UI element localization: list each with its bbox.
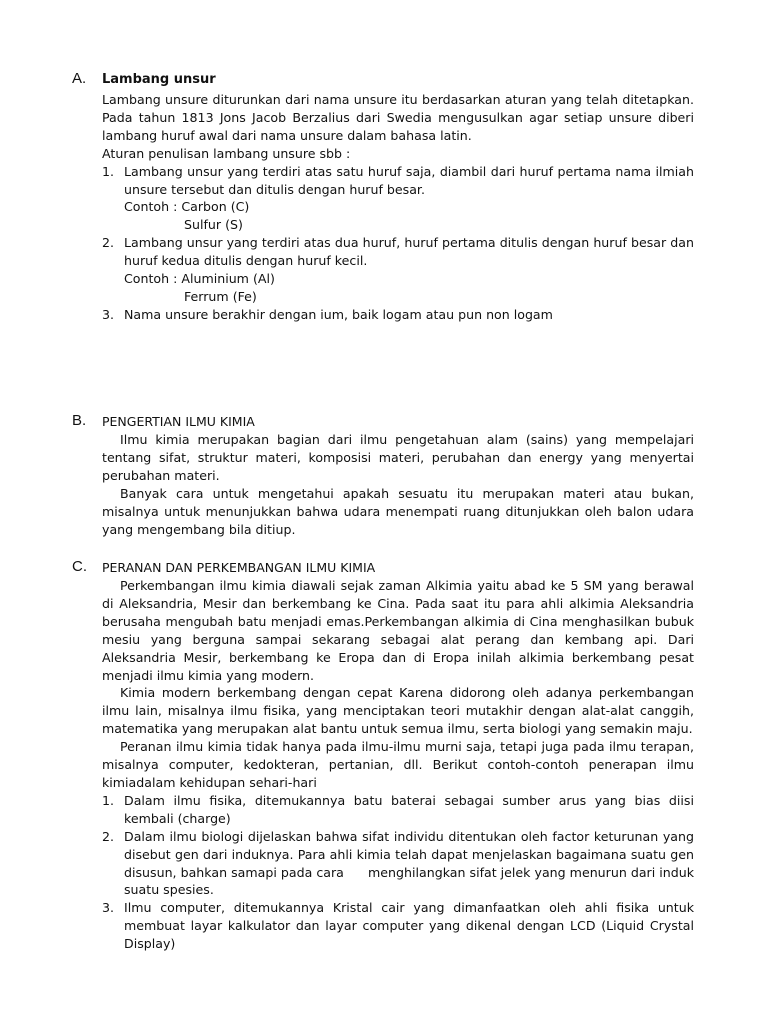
section-b-paragraph-2: Banyak cara untuk mengetahui apakah sesuatu itu merupakan materi atau bukan, misalnya untuk menunjukkan bahwa udara menempati ruang ditunjukkan oleh balon udara yang mengembang bila ditiup. [102,485,694,537]
list-item-number: 2. [102,828,115,844]
example-value: Sulfur (S) [184,217,243,233]
list-item-text: Nama unsure berakhir dengan ium, baik logam atau pun non logam [124,306,553,322]
section-b-title: PENGERTIAN ILMU KIMIA [102,414,255,429]
example-label: Contoh : Carbon (C) [124,199,250,215]
section-c-title: PERANAN DAN PERKEMBANGAN ILMU KIMIA [102,560,376,575]
section-b-paragraph-1: Ilmu kimia merupakan bagian dari ilmu pengetahuan alam (sains) yang mempelajari tentang sifat, struktur materi, komposisi materi, perubahan dan energy yang menyertai perubahan materi. [102,432,694,483]
section-a-rules-list [102,163,694,324]
section-c-paragraph-1: Perkembangan ilmu kimia diawali sejak zaman Alkimia yaitu abad ke 5 SM yang berawal di Aleksandria, Mesir dan berkembang ke Cina. Pada saat itu para ahli alkimia Aleksandria berusaha mengubah batu menjadi emas.Perkembangan alkimia di Cina menghasilkan bubuk mesiu yang berguna sampai sekarang sebagai alat perang dan kembang api. Dari Aleksandria Mesir, berkembang ke Eropa dan di Eropa inilah alkimia berkembang pesat menjadi ilmu kimia yang modern. [102,578,694,683]
list-item-number: 1. [102,163,115,179]
list-item-number: 2. [102,235,115,251]
list-item-number: 1. [102,792,115,808]
example-label: Contoh : Aluminium (Al) [124,271,275,287]
section-a-title: Lambang unsur [102,72,216,87]
list-item [102,899,694,953]
list-item [102,163,694,235]
section-a-paragraph-1: Lambang unsure diturunkan dari nama unsure itu berdasarkan aturan yang telah ditetapkan. Pada tahun 1813 Jons Jacob Berzalius dari Swedia mengusulkan agar setiap unsure diberi lambang huruf awal dari nama unsure dalam bahasa latin. [102,92,694,143]
list-item-text: Dalam ilmu biologi dijelaskan bahwa sifat individu ditentukan oleh factor keturunan yang disebut gen dari induknya. Para ahli kimia telah dapat menjelaskan bagaimana suatu gen disusun, bahkan samapi pada cara menghilangkan sifat jelek yang menurun dari induk suatu spesies. [124,828,699,898]
list-item-text: Lambang unsur yang terdiri atas dua huruf, huruf pertama ditulis dengan huruf besar dan huruf kedua ditulis dengan huruf kecil. [124,235,694,269]
list-item [102,234,694,306]
section-b-body [102,431,694,538]
list-item-number: 3. [102,900,115,916]
section-b-letter: B. [72,412,87,429]
list-item [102,828,699,900]
section-c-paragraph-2: Kimia modern berkembang dengan cepat Karena didorong oleh adanya perkembangan ilmu lain, misalnya ilmu fisika, yang menciptakan teori mutakhir dengan alat-alat canggih, matematika yang merupakan alat bantu untuk semua ilmu, serta biologi yang semakin maju. [102,685,694,737]
section-a-letter: A. [72,70,87,87]
list-item-number: 3. [102,306,115,322]
list-item [102,306,694,324]
section-c-body [102,577,699,953]
list-item-text: Lambang unsur yang terdiri atas satu huruf saja, diambil dari huruf pertama nama ilmiah unsure tersebut dan ditulis dengan huruf besar. [124,163,694,197]
section-a-body [102,91,694,324]
section-c-examples-list [102,792,699,953]
list-item-text: Dalam ilmu fisika, ditemukannya batu baterai sebagai sumber arus yang bias diisi kembali (charge) [124,792,694,826]
list-item-text: Ilmu computer, ditemukannya Kristal cair yang dimanfaatkan oleh ahli fisika untuk membuat layar kalkulator dan layar computer yang dikenal dengan LCD (Liquid Crystal Display) [124,900,694,952]
section-c-letter: C. [72,558,87,575]
example-value: Ferrum (Fe) [184,288,257,304]
section-c-paragraph-3: Peranan ilmu kimia tidak hanya pada ilmu-ilmu murni saja, tetapi juga pada ilmu terapan, misalnya computer, kedokteran, pertanian, dll. Berikut contoh-contoh penerapan ilmu kimiadalam kehidupan sehari-hari [102,739,694,790]
list-item [102,792,694,828]
section-a-rules-intro: Aturan penulisan lambang unsure sbb : [102,145,351,161]
